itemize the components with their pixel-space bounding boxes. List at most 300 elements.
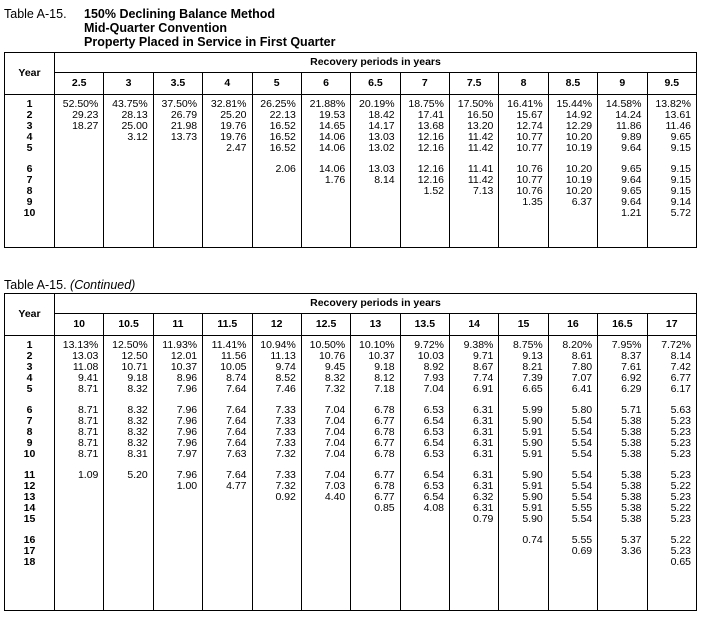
- rate-cell: [450, 208, 493, 219]
- rate-column: [647, 95, 697, 248]
- rate-cell: 7.64: [226, 383, 247, 395]
- rate-cell: 9.72%: [414, 339, 444, 351]
- rate-cell: [55, 492, 98, 503]
- rate-column: [351, 336, 400, 611]
- rate-cell: 7.63: [226, 448, 247, 460]
- rate-cell: 5.54: [571, 491, 593, 503]
- rate-cell: 21.98: [170, 120, 198, 132]
- rate-cell: [351, 186, 394, 197]
- rate-cell: 6.31: [472, 480, 494, 492]
- rate-cell: 8.32: [127, 415, 148, 427]
- rate-cell: 19.53: [318, 109, 346, 121]
- rate-cell: 5.23: [670, 469, 691, 481]
- rate-cell: 10.03: [417, 350, 444, 362]
- period-header: 12.5: [301, 314, 350, 336]
- rate-cell: 1.09: [77, 469, 99, 481]
- rate-cell: 7.64: [226, 426, 247, 438]
- rate-cell: 6.29: [621, 383, 642, 395]
- rate-cell: 14.06: [318, 131, 346, 143]
- period-header: 15: [499, 314, 548, 336]
- period-header: 16.5: [598, 314, 647, 336]
- rate-cell: 5.23: [670, 437, 691, 449]
- rate-cell: 10.77: [516, 142, 543, 154]
- year-label: 4: [26, 372, 33, 384]
- rate-cell: 6.37: [571, 196, 593, 208]
- rate-cell: 11.41: [467, 163, 494, 175]
- rate-cell: 1.35: [522, 196, 543, 208]
- rate-cell: 6.78: [374, 426, 395, 438]
- rate-cell: 11.41%: [211, 339, 247, 351]
- rate-cell: 8.32: [324, 372, 346, 384]
- rate-cell: [154, 546, 197, 557]
- rate-cell: 13.03: [368, 163, 395, 175]
- table1: [4, 52, 697, 248]
- rate-cell: 6.78: [374, 480, 395, 492]
- rate-cell: 7.32: [275, 448, 296, 460]
- rate-cell: 11.46: [665, 120, 691, 132]
- year-label: 3: [26, 361, 33, 373]
- rate-cell: 9.15: [670, 185, 691, 197]
- rate-cell: 10.77: [516, 174, 543, 186]
- rate-cell: 20.19%: [359, 98, 395, 110]
- rate-cell: 8.32: [127, 437, 148, 449]
- rate-cell: [55, 546, 98, 557]
- table1-title-line-2: Mid-Quarter Convention: [84, 21, 228, 35]
- rate-cell: 10.10%: [359, 339, 395, 351]
- rate-cell: 11.42: [467, 174, 494, 186]
- rate-cell: 9.15: [670, 163, 691, 175]
- rate-cell: 7.04: [324, 469, 346, 481]
- rate-cell: [154, 186, 197, 197]
- rate-cell: [203, 557, 246, 568]
- table1-title-line-3: Property Placed in Service in First Quarter: [84, 35, 336, 49]
- rate-cell: 0.74: [522, 534, 543, 546]
- rate-cell: [154, 492, 197, 503]
- rate-cell: 0.85: [374, 502, 395, 514]
- rate-cell: 6.77: [374, 469, 395, 481]
- rate-cell: [401, 535, 444, 546]
- rate-cell: 18.27: [72, 120, 99, 132]
- rate-cell: 7.96: [176, 404, 198, 416]
- rate-column: [548, 95, 597, 248]
- year-label: 13: [23, 491, 36, 503]
- year-label: 7: [26, 174, 33, 186]
- rate-cell: [401, 197, 444, 208]
- rate-cell: 8.32: [127, 383, 148, 395]
- rate-cell: [302, 503, 345, 514]
- rate-cell: 5.38: [621, 491, 642, 503]
- rate-column: [153, 336, 202, 611]
- rate-cell: 19.76: [220, 131, 247, 143]
- rate-cell: [203, 197, 246, 208]
- rate-cell: 5.90: [522, 415, 543, 427]
- rate-cell: 7.33: [275, 404, 296, 416]
- rate-cell: [154, 197, 197, 208]
- year-label: 9: [26, 196, 33, 208]
- rate-cell: [253, 557, 296, 568]
- rate-cell: 4.40: [324, 491, 346, 503]
- rate-cell: 6.77: [374, 415, 395, 427]
- rate-cell: 8.32: [127, 426, 148, 438]
- period-header: 8: [499, 73, 548, 95]
- rate-cell: 2.06: [275, 163, 296, 175]
- rate-cell: 0.65: [670, 556, 691, 568]
- rate-cell: 6.77: [374, 491, 395, 503]
- rate-cell: 9.74: [275, 361, 296, 373]
- period-header: 6.5: [351, 73, 400, 95]
- rate-cell: [104, 514, 147, 525]
- recovery-periods-header: Recovery periods in years: [55, 53, 697, 73]
- year-label: 8: [26, 426, 33, 438]
- period-header: 12: [252, 314, 301, 336]
- rate-cell: 8.31: [127, 448, 148, 460]
- rate-cell: 12.50%: [112, 339, 148, 351]
- rate-cell: 7.04: [324, 415, 346, 427]
- rate-cell: 6.54: [423, 437, 444, 449]
- rate-cell: 5.38: [621, 437, 642, 449]
- rate-cell: 10.37: [368, 350, 395, 362]
- rate-cell: 6.54: [423, 415, 444, 427]
- rate-cell: [104, 197, 147, 208]
- rate-cell: 14.24: [615, 109, 642, 121]
- rate-cell: 8.21: [522, 361, 543, 373]
- rate-cell: [55, 175, 98, 186]
- rate-cell: [203, 514, 246, 525]
- rate-cell: 4.77: [226, 480, 247, 492]
- period-header: 7: [400, 73, 449, 95]
- period-header: 3.5: [153, 73, 202, 95]
- rate-cell: [55, 481, 98, 492]
- rate-cell: 1.00: [176, 480, 198, 492]
- rate-cell: 6.31: [472, 469, 494, 481]
- rate-cell: [55, 503, 98, 514]
- rate-cell: 1.52: [423, 185, 444, 197]
- year-label: 5: [26, 383, 33, 395]
- rate-column: [400, 336, 449, 611]
- rate-cell: [253, 535, 296, 546]
- period-header: 10: [55, 314, 104, 336]
- rate-cell: [253, 175, 296, 186]
- rate-cell: 5.80: [571, 404, 593, 416]
- rate-cell: 16.41%: [507, 98, 543, 110]
- rate-cell: 8.74: [226, 372, 247, 384]
- rate-cell: 0.92: [275, 491, 296, 503]
- rate-cell: 1.21: [621, 207, 642, 219]
- rate-cell: 5.90: [522, 513, 543, 525]
- rate-cell: 10.20: [565, 185, 593, 197]
- rate-cell: 11.08: [72, 361, 99, 373]
- rate-cell: [154, 208, 197, 219]
- rate-cell: 5.54: [571, 469, 593, 481]
- rate-cell: 26.25%: [260, 98, 296, 110]
- rate-cell: 5.55: [571, 502, 593, 514]
- rate-cell: 10.71: [121, 361, 148, 373]
- rate-column: [301, 336, 350, 611]
- rate-column: [647, 336, 697, 611]
- rate-column: [450, 95, 499, 248]
- rate-cell: 5.38: [621, 513, 642, 525]
- rate-cell: 4.08: [423, 502, 444, 514]
- rate-cell: 8.75%: [512, 339, 543, 351]
- rate-cell: 5.99: [522, 404, 543, 416]
- rate-cell: 7.93: [423, 372, 444, 384]
- period-header: 14: [450, 314, 499, 336]
- period-header-row: [5, 314, 697, 336]
- rate-cell: 9.64: [621, 196, 642, 208]
- rate-cell: 5.38: [621, 502, 642, 514]
- rate-cell: 14.17: [368, 120, 395, 132]
- rate-cell: [450, 197, 493, 208]
- rate-cell: 14.65: [318, 120, 346, 132]
- rate-cell: [104, 186, 147, 197]
- rate-cell: 5.90: [522, 469, 543, 481]
- period-header: 9: [598, 73, 647, 95]
- table2-title: [4, 278, 135, 292]
- rate-cell: 8.71: [77, 448, 99, 460]
- year-label: 10: [23, 207, 36, 219]
- rate-cell: 14.58%: [605, 98, 642, 110]
- rate-cell: 13.68: [417, 120, 444, 132]
- rate-cell: 9.14: [670, 196, 691, 208]
- rate-cell: 13.02: [368, 142, 395, 154]
- rate-column: [252, 95, 301, 248]
- rate-cell: 52.50%: [62, 98, 99, 110]
- year-label: 16: [23, 534, 36, 546]
- rate-cell: 6.77: [374, 437, 395, 449]
- rate-cell: 25.20: [220, 109, 247, 121]
- rate-cell: 8.71: [77, 415, 99, 427]
- year-label: 10: [23, 448, 36, 460]
- rate-cell: 12.16: [417, 174, 444, 186]
- rate-cell: 5.91: [522, 502, 543, 514]
- rate-cell: 13.82%: [655, 98, 691, 110]
- rate-cell: [351, 546, 394, 557]
- rate-cell: 13.20: [467, 120, 494, 132]
- rate-cell: [203, 503, 246, 514]
- rate-cell: [104, 546, 147, 557]
- rate-cell: 5.23: [670, 513, 691, 525]
- year-label: 9: [26, 437, 33, 449]
- rate-cell: 13.03: [72, 350, 99, 362]
- rate-cell: 2.47: [226, 142, 247, 154]
- rate-cell: 10.05: [220, 361, 247, 373]
- rate-cell: [302, 197, 345, 208]
- rate-cell: [154, 557, 197, 568]
- period-header: 3: [104, 73, 153, 95]
- period-header: 17: [647, 314, 697, 336]
- rate-cell: 16.52: [269, 131, 296, 143]
- rate-cell: [450, 557, 493, 568]
- period-header: 4: [203, 73, 252, 95]
- rate-cell: 6.54: [423, 469, 444, 481]
- year-header: Year: [5, 53, 55, 95]
- year-header: Year: [5, 294, 55, 336]
- rate-cell: 5.23: [670, 491, 691, 503]
- rate-cell: 7.33: [275, 426, 296, 438]
- rate-cell: 9.65: [670, 131, 691, 143]
- rate-cell: 6.31: [472, 404, 494, 416]
- rate-cell: 10.50%: [309, 339, 346, 351]
- rate-column: [55, 336, 104, 611]
- year-label: 15: [23, 513, 36, 525]
- rate-cell: 11.86: [616, 120, 642, 132]
- rate-column: [104, 336, 153, 611]
- rate-cell: 8.67: [472, 361, 494, 373]
- rate-cell: 0.69: [571, 545, 593, 557]
- rate-cell: 25.00: [121, 120, 148, 132]
- rate-cell: 8.14: [670, 350, 691, 362]
- rate-cell: 5.71: [621, 404, 642, 416]
- rate-cell: 6.31: [472, 448, 494, 460]
- rate-cell: 7.72%: [661, 339, 691, 351]
- rate-cell: 22.13: [269, 109, 296, 121]
- rate-cell: 14.06: [318, 142, 346, 154]
- rate-cell: [351, 197, 394, 208]
- rate-cell: 8.37: [621, 350, 642, 362]
- rate-cell: 5.38: [621, 480, 642, 492]
- rate-cell: [154, 164, 197, 175]
- rate-cell: 7.04: [324, 404, 346, 416]
- rate-cell: [55, 197, 98, 208]
- table1-title-line-1: 150% Declining Balance Method: [84, 7, 276, 21]
- rate-cell: [104, 503, 147, 514]
- rate-cell: 7.33: [275, 415, 296, 427]
- rate-cell: 5.90: [522, 491, 543, 503]
- rate-cell: 9.41: [77, 372, 99, 384]
- rate-cell: 5.91: [522, 448, 543, 460]
- rate-cell: 10.19: [565, 174, 593, 186]
- rate-cell: 9.18: [127, 372, 148, 384]
- rate-cell: [253, 208, 296, 219]
- rate-cell: 17.50%: [457, 98, 494, 110]
- rate-cell: 12.50: [121, 350, 148, 362]
- rate-cell: 12.74: [516, 120, 543, 132]
- rate-cell: [203, 175, 246, 186]
- rate-cell: 7.95%: [611, 339, 642, 351]
- table2: [4, 293, 697, 611]
- rate-cell: 12.01: [170, 350, 198, 362]
- rate-cell: [104, 492, 147, 503]
- year-label: 2: [26, 350, 33, 362]
- period-header: 10.5: [104, 314, 153, 336]
- rate-cell: [499, 546, 542, 557]
- rate-cell: 6.92: [621, 372, 642, 384]
- period-header: 13.5: [400, 314, 449, 336]
- rate-cell: 43.75%: [112, 98, 148, 110]
- year-label: 1: [26, 98, 33, 110]
- rate-cell: [253, 503, 296, 514]
- rate-cell: [203, 208, 246, 219]
- rate-cell: [154, 143, 197, 154]
- period-header: 13: [351, 314, 400, 336]
- rate-cell: [104, 164, 147, 175]
- rate-cell: 7.33: [275, 469, 296, 481]
- rate-cell: [55, 208, 98, 219]
- rate-cell: 17.41: [417, 109, 444, 121]
- rate-cell: 12.29: [565, 120, 593, 132]
- rate-cell: 18.75%: [408, 98, 444, 110]
- rate-cell: 7.07: [571, 372, 593, 384]
- rate-cell: 21.88%: [309, 98, 346, 110]
- rate-cell: 13.61: [664, 109, 691, 121]
- rate-cell: 5.38: [621, 448, 642, 460]
- rate-cell: [401, 546, 444, 557]
- rate-cell: 6.31: [472, 426, 494, 438]
- rate-cell: 6.31: [472, 415, 494, 427]
- rate-cell: [154, 514, 197, 525]
- rate-cell: [203, 535, 246, 546]
- rate-cell: 10.76: [516, 163, 543, 175]
- rate-cell: 12.16: [417, 131, 444, 143]
- period-header: 6: [301, 73, 350, 95]
- rate-cell: 5.22: [670, 534, 691, 546]
- rate-cell: 15.44%: [556, 98, 593, 110]
- rate-cell: 16.52: [269, 120, 296, 132]
- table2-body-row: [5, 336, 697, 611]
- period-header: 9.5: [647, 73, 697, 95]
- year-label: 17: [23, 545, 36, 557]
- rate-cell: [401, 208, 444, 219]
- rate-cell: [203, 186, 246, 197]
- rate-cell: 9.71: [472, 350, 494, 362]
- rate-cell: 8.12: [374, 372, 395, 384]
- rate-column: [450, 336, 499, 611]
- rate-cell: 26.79: [170, 109, 198, 121]
- rate-cell: 5.37: [621, 534, 642, 546]
- rate-cell: 8.71: [77, 437, 99, 449]
- rate-cell: [598, 557, 641, 568]
- rate-cell: 7.39: [522, 372, 543, 384]
- year-label: 12: [23, 480, 36, 492]
- rate-cell: [302, 557, 345, 568]
- rate-cell: [499, 557, 542, 568]
- period-header: 8.5: [548, 73, 597, 95]
- recovery-periods-header: Recovery periods in years: [55, 294, 697, 314]
- rate-cell: 5.38: [621, 426, 642, 438]
- rate-cell: 10.94%: [260, 339, 296, 351]
- rate-cell: 7.13: [472, 185, 494, 197]
- rate-cell: 10.76: [318, 350, 346, 362]
- rate-cell: 3.36: [621, 545, 642, 557]
- rate-cell: [450, 546, 493, 557]
- rate-cell: 6.31: [472, 502, 494, 514]
- rate-cell: 5.63: [670, 404, 691, 416]
- rate-cell: 14.92: [565, 109, 593, 121]
- period-header: 11.5: [203, 314, 252, 336]
- rate-cell: 12.16: [417, 163, 444, 175]
- rate-cell: 7.61: [621, 361, 642, 373]
- rate-cell: 8.61: [571, 350, 593, 362]
- period-header-row: [5, 73, 697, 95]
- rate-cell: [104, 175, 147, 186]
- rate-cell: 7.64: [226, 469, 247, 481]
- rate-cell: 9.65: [621, 163, 642, 175]
- rate-cell: 5.54: [571, 480, 593, 492]
- rate-cell: 5.20: [127, 469, 148, 481]
- rate-cell: [154, 535, 197, 546]
- rate-cell: 7.96: [176, 383, 198, 395]
- rate-cell: [302, 535, 345, 546]
- rate-cell: [351, 557, 394, 568]
- rate-cell: 5.91: [522, 426, 543, 438]
- rate-cell: 7.42: [670, 361, 691, 373]
- period-header: 16: [548, 314, 597, 336]
- rate-cell: 5.54: [571, 415, 593, 427]
- rate-cell: [450, 535, 493, 546]
- table2-continued: (Continued): [70, 278, 136, 292]
- rate-cell: 6.91: [472, 383, 494, 395]
- rate-cell: 9.15: [670, 142, 691, 154]
